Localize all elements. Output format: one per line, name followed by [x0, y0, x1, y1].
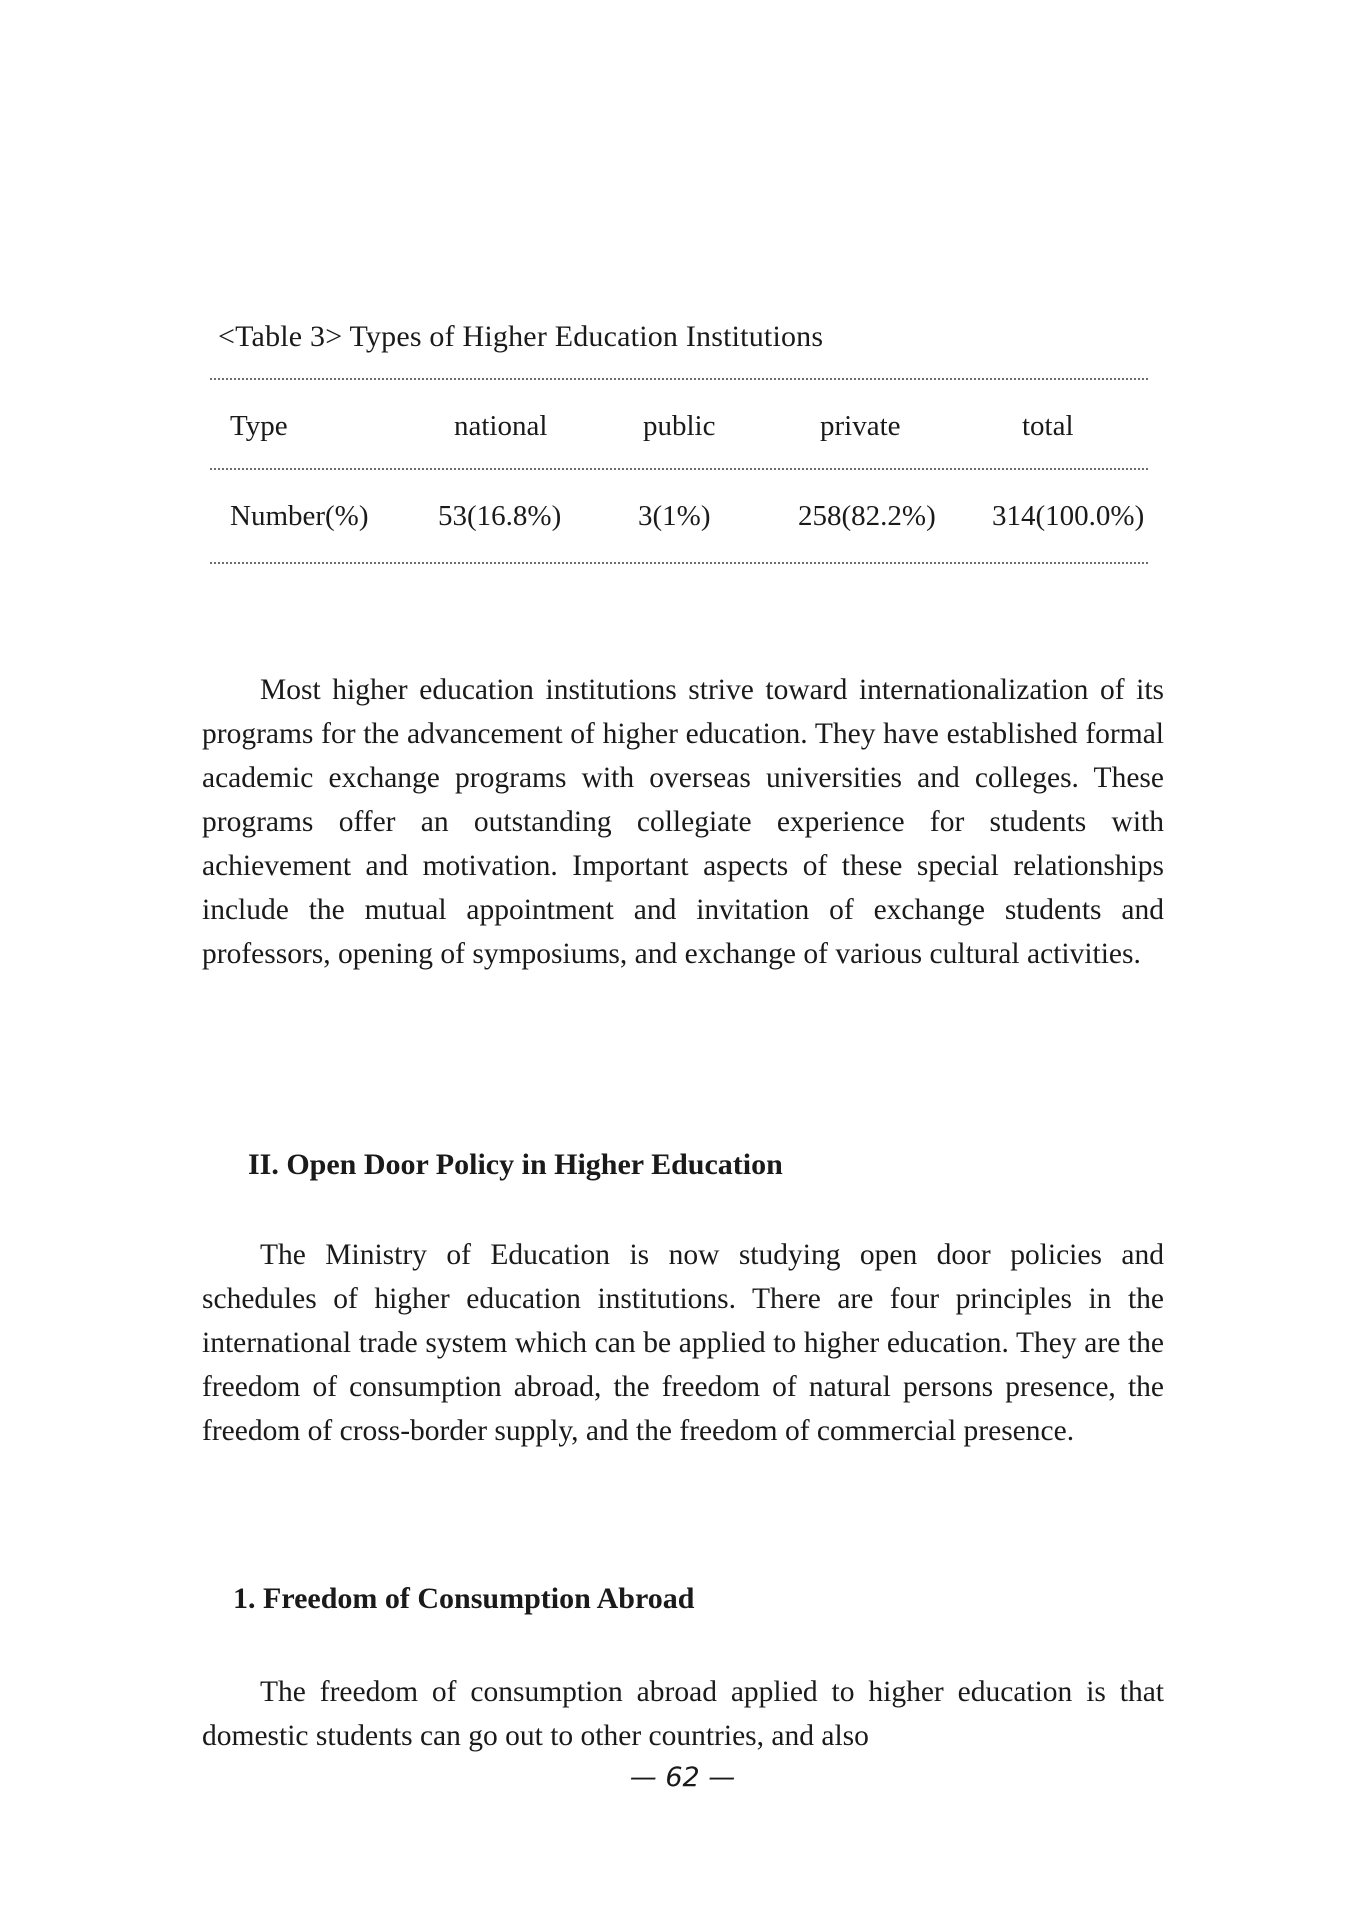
table-data-row	[210, 500, 1148, 540]
table-bottom-rule	[210, 562, 1148, 564]
subsection-paragraph-text: The freedom of consumption abroad applied to higher education is that domestic students can go out to other countries, and also	[202, 1676, 1164, 1752]
table-top-rule	[210, 378, 1148, 380]
page-number: — 62 —	[629, 1762, 736, 1793]
table-cell-public: 3(1%)	[638, 500, 711, 532]
table-header-total: total	[1022, 410, 1074, 442]
table-header-rule	[210, 468, 1148, 470]
table-header-national: national	[454, 410, 548, 442]
subsection-paragraph	[202, 1670, 1164, 1758]
section-paragraph-text: The Ministry of Education is now studying open door policies and schedules of higher education institutions. There are four principles in the international trade system which can be applied to higher education. They are the freedom of consumption abroad, the freedom of natural persons presence, the freedom of cross-border supply, and the freedom of commercial presence.	[202, 1239, 1164, 1447]
table-header-private: private	[820, 410, 901, 442]
table-cell-national: 53(16.8%)	[438, 500, 562, 532]
subsection-heading: 1. Freedom of Consumption Abroad	[233, 1582, 695, 1615]
table-cell-type: Number(%)	[230, 500, 369, 532]
table-header-type: Type	[230, 410, 288, 442]
section-heading: II. Open Door Policy in Higher Education	[248, 1148, 783, 1181]
table-cell-private: 258(82.2%)	[798, 500, 936, 532]
table-header-public: public	[643, 410, 716, 442]
table-caption: <Table 3> Types of Higher Education Institutions	[218, 320, 824, 353]
table-cell-total: 314(100.0%)	[992, 500, 1145, 532]
body-paragraph	[202, 668, 1164, 976]
section-paragraph	[202, 1233, 1164, 1453]
paragraph-text: Most higher education institutions strive toward internationalization of its programs for the advancement of higher education. They have established formal academic exchange programs with overseas universities and colleges. These programs offer an outstanding collegiate experience for students with achievement and motivation. Important aspects of these special relationships include the mutual appointment and invitation of exchange students and professors, opening of symposiums, and exchange of various cultural activities.	[202, 674, 1164, 970]
table-header-row	[210, 410, 1148, 450]
